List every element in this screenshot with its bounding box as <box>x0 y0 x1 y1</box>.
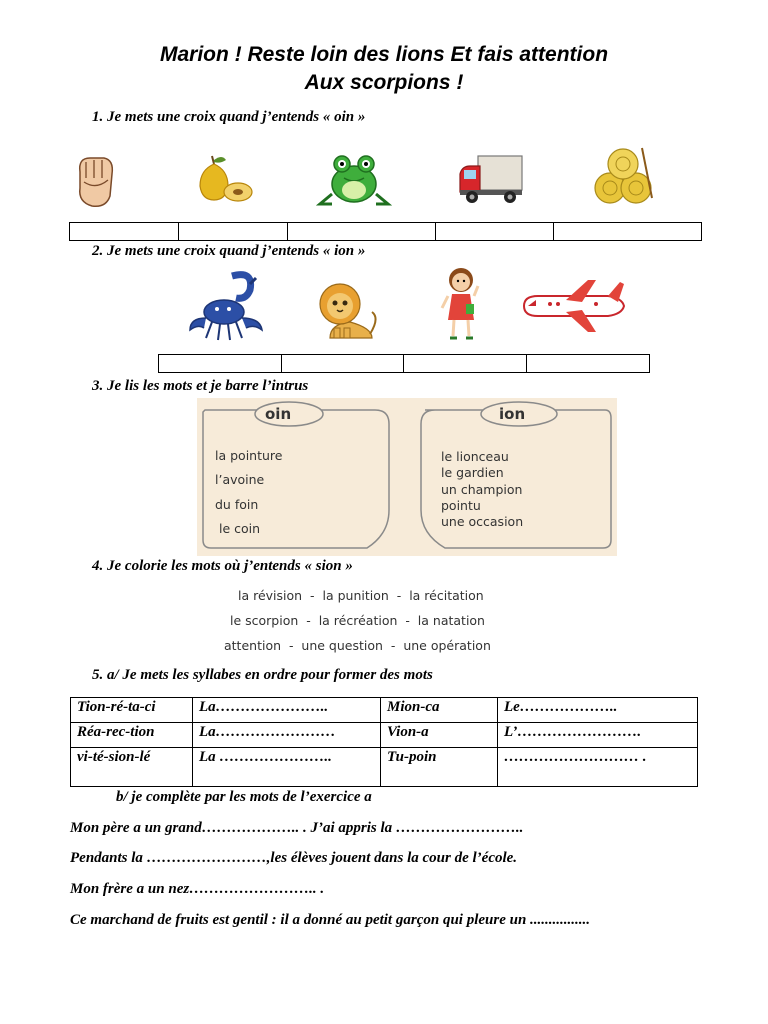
page-title-line2: Aux scorpions ! <box>304 71 464 94</box>
word-sort-panel <box>197 398 617 556</box>
table-row <box>71 748 698 787</box>
syllables-cell: Mion-ca <box>381 698 498 723</box>
airplane-icon <box>516 276 628 336</box>
syllables-cell: Vion-a <box>381 723 498 748</box>
q1-instruction: 1. Je mets une croix quand j’entends « oin » <box>92 109 366 125</box>
frog-icon <box>316 150 392 208</box>
q1-cell-hay[interactable] <box>554 223 701 240</box>
table-row <box>71 723 698 748</box>
girl-icon <box>438 264 484 344</box>
fill-in-sentence[interactable]: Ce marchand de fruits est gentil : il a donné au petit garçon qui pleure un ................ <box>70 912 591 928</box>
q2-cell-scorpion[interactable] <box>159 355 282 372</box>
scorpion-icon <box>184 268 270 342</box>
q3-instruction: 3. Je lis les mots et je barre l’intrus <box>92 378 309 394</box>
q2-cell-lion-cub[interactable] <box>282 355 404 372</box>
q4-instruction: 4. Je colorie les mots où j’entends « sion » <box>92 558 353 574</box>
answer-cell[interactable]: Le……………….. <box>498 698 698 723</box>
q1-cell-quince[interactable] <box>179 223 288 240</box>
syllables-cell: Tion-ré-ta-ci <box>71 698 193 723</box>
quince-icon <box>192 152 254 204</box>
oin-header: oin <box>265 405 292 423</box>
hay-bales-icon <box>590 142 660 212</box>
fist-icon <box>72 152 118 210</box>
oin-word[interactable]: du foin <box>215 497 259 512</box>
sion-word-line[interactable]: le scorpion - la récréation - la natation <box>230 613 485 628</box>
syllables-cell: vi-té-sion-lé <box>71 748 193 787</box>
truck-icon <box>456 152 524 206</box>
page-title-line1: Marion ! Reste loin des lions Et fais attention <box>159 43 609 66</box>
ion-word[interactable]: le gardien <box>441 465 504 480</box>
q5b-instruction: b/ je complète par les mots de l’exercice a <box>116 789 372 805</box>
ion-word[interactable]: pointu <box>441 498 481 513</box>
q1-cell-fist[interactable] <box>70 223 179 240</box>
q2-cell-girl[interactable] <box>404 355 527 372</box>
sion-word-line[interactable]: la révision - la punition - la récitation <box>238 588 484 603</box>
syllable-table <box>70 697 698 787</box>
ion-word[interactable]: un champion <box>441 482 523 497</box>
q1-answer-cells <box>69 222 702 241</box>
syllables-cell: Tu-poin <box>381 748 498 787</box>
table-row <box>71 698 698 723</box>
q2-instruction: 2. Je mets une croix quand j’entends « ion » <box>92 243 366 259</box>
q2-answer-cells <box>158 354 650 373</box>
ion-word[interactable]: une occasion <box>441 514 524 529</box>
q5-instruction: 5. a/ Je mets les syllabes en ordre pour former des mots <box>92 667 433 683</box>
syllables-cell: Réa-rec-tion <box>71 723 193 748</box>
fill-in-sentence[interactable]: Mon frère a un nez…………………….. . <box>70 881 325 897</box>
answer-cell[interactable]: ……………………… . <box>498 748 698 787</box>
answer-cell[interactable]: La ………………….. <box>193 748 381 787</box>
oin-word[interactable]: le coin <box>219 521 261 536</box>
lion-cub-icon <box>310 278 380 344</box>
q2-cell-airplane[interactable] <box>527 355 649 372</box>
ion-header: ion <box>499 405 526 423</box>
answer-cell[interactable]: L’……………………. <box>498 723 698 748</box>
q1-cell-truck[interactable] <box>436 223 554 240</box>
answer-cell[interactable]: La………………….. <box>193 698 381 723</box>
ion-word[interactable]: le lionceau <box>441 449 509 464</box>
answer-cell[interactable]: La…………………… <box>193 723 381 748</box>
fill-in-sentence[interactable]: Pendants la ……………………,les élèves jouent dans la cour de l’école. <box>70 850 518 866</box>
oin-word[interactable]: la pointure <box>215 448 283 463</box>
sion-word-line[interactable]: attention - une question - une opération <box>224 638 491 653</box>
oin-word[interactable]: l’avoine <box>215 472 265 487</box>
q1-cell-frog[interactable] <box>288 223 436 240</box>
fill-in-sentence[interactable]: Mon père a un grand……………….. . J’ai appris la …………………….. <box>70 820 524 836</box>
